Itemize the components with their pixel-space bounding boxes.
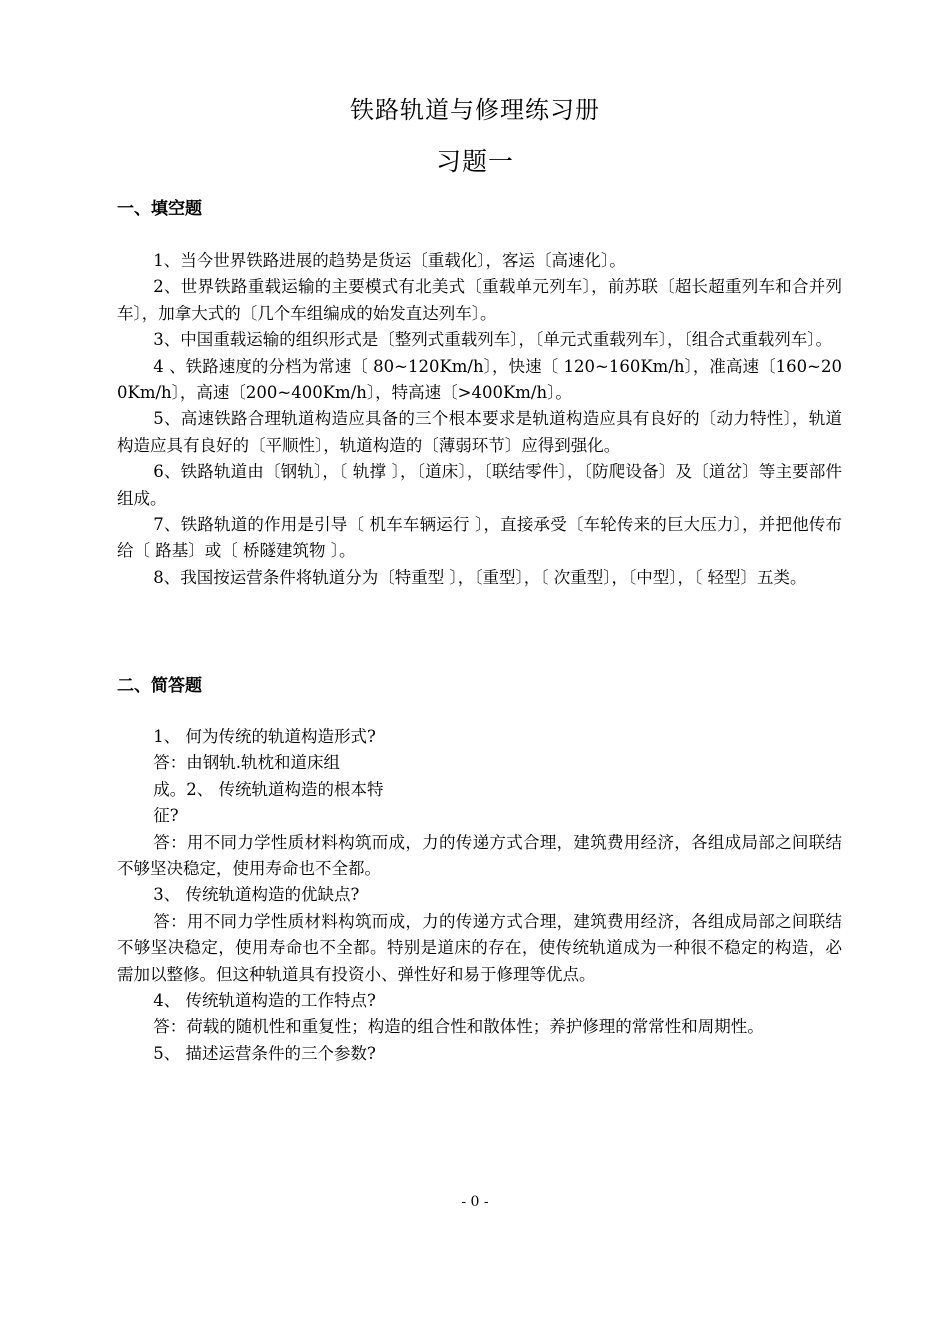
fill-blank-questions [117, 248, 842, 591]
question-line: 5、 描述运营条件的三个参数? [153, 1043, 376, 1063]
short-answer-questions [117, 724, 842, 1067]
question-item: 1、当今世界铁路进展的趋势是货运〔重载化〕，客运〔高速化〕。 [153, 251, 626, 270]
question-line: 3、 传统轨道构造的优缺点? [153, 885, 360, 905]
question-line: 成。2、 传统轨道构造的根本特 [153, 779, 384, 799]
section-heading-fill-blank: 一、填空题 [117, 199, 202, 219]
question-line: 1、 何为传统的轨道构造形式? [153, 727, 376, 746]
question-item: 7、铁路轨道的作用是引导〔 机车车辆运行 〕，直接承受〔车轮传来的巨大压力〕，并把他传布给〔 路基〕或〔 桥隧建筑物 〕。 [117, 515, 842, 561]
answer-paragraph: 答：用不同力学性质材料构筑而成，力的传递方式合理，建筑费用经济，各组成局部之间联结不够坚决稳定，使用寿命也不全都。 [117, 832, 842, 879]
answer-paragraph: 答：荷载的随机性和重复性；构造的组合性和散体性；养护修理的常常性和周期性。 [153, 1017, 764, 1037]
section-heading-short-answer: 二、简答题 [117, 676, 202, 696]
exercise-title: 习题一 [435, 147, 514, 176]
page-number: - 0 - [461, 1194, 489, 1210]
question-line: 征? [153, 806, 179, 826]
question-item: 5、高速铁路合理轨道构造应具备的三个根本要求是轨道构造应具有良好的〔动力特性〕，轨道构造应具有良好的〔平顺性〕，轨道构造的〔薄弱环节〕应得到强化。 [117, 409, 842, 455]
answer-line: 答：由钢轨.轨枕和道床组 [153, 753, 341, 773]
question-item: 4 、铁路速度的分档为常速〔 80~120Km/h〕，快速〔 120~160Km/h〕，准高速〔160~200Km/h〕，高速〔200~400Km/h〕，特高速〔>400Km/h〕。 [117, 356, 842, 403]
question-item: 8、我国按运营条件将轨道分为〔特重型 〕，〔重型〕，〔 次重型〕，〔中型〕，〔 轻型〕五类。 [153, 567, 807, 587]
answer-paragraph: 答：用不同力学性质材料构筑而成，力的传递方式合理，建筑费用经济，各组成局部之间联结不够坚决稳定，使用寿命也不全都。特别是道床的存在，使传统轨道成为一种很不稳定的构造，必需加以整修。但这种轨道具有投资小、弹性好和易于修理等优点。 [117, 911, 842, 984]
document-title: 铁路轨道与修理练习册 [350, 96, 600, 124]
question-item: 2、世界铁路重载运输的主要模式有北美式〔重载单元列车〕，前苏联〔超长超重列车和合并列车〕，加拿大式的〔几个车组编成的始发直达列车〕。 [117, 277, 842, 323]
question-line: 4、 传统轨道构造的工作特点? [153, 991, 376, 1011]
question-item: 3、中国重载运输的组织形式是〔整列式重载列车〕，〔单元式重载列车〕，〔组合式重载列车〕。 [153, 330, 833, 350]
question-item: 6、铁路轨道由〔钢轨〕，〔 轨撑 〕，〔道床〕，〔联结零件〕，〔防爬设备〕及〔道岔〕等主要部件组成。 [117, 462, 842, 508]
